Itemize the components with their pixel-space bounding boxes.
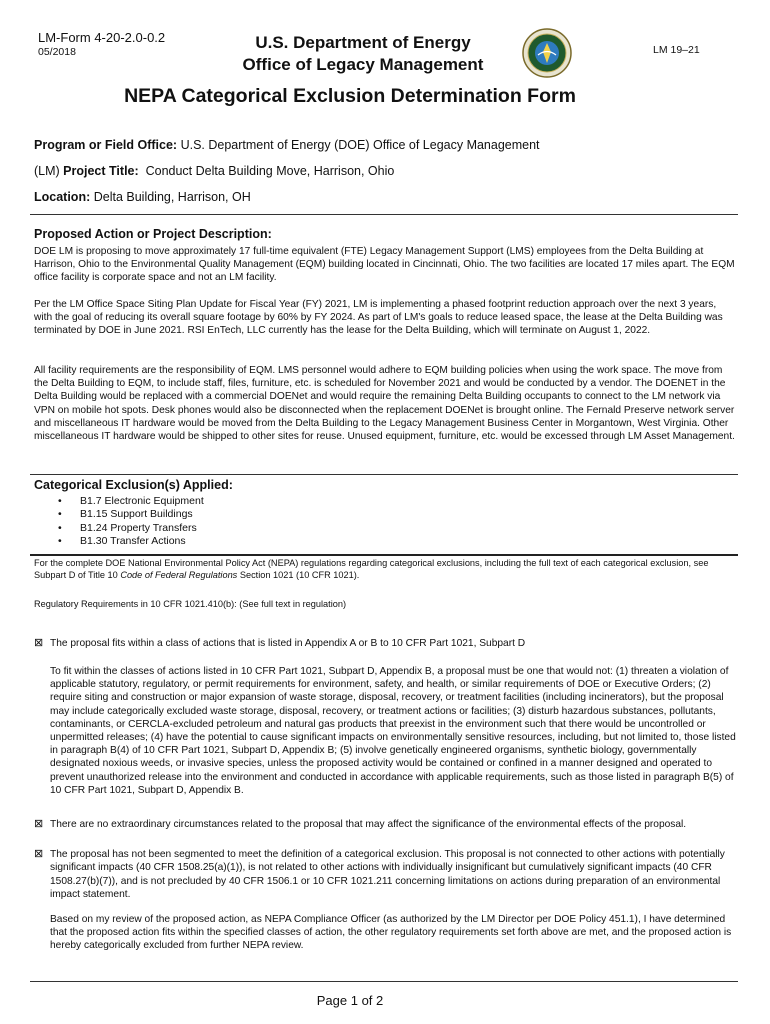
description-paragraph: DOE LM is proposing to move approximately 17 full-time equivalent (FTE) Legacy Management Support (LMS) employees from the Delta Building at Harrison, Ohio to the Environmental Quality Management (EQM) building located in Cincinnati, Ohio. The two facilities are located 17 miles apart. The EQM office facility is corporate space and not an LM facility.: [34, 246, 735, 284]
project-title-value: Conduct Delta Building Move, Harrison, Ohio: [138, 164, 395, 178]
project-title-field: [34, 164, 394, 178]
proposed-action-heading: Proposed Action or Project Description:: [34, 227, 272, 241]
requirement-text: There are no extraordinary circumstances related to the proposal that may affect the significance of the environmental effects of the proposal.: [50, 819, 687, 830]
form-date: 05/2018: [38, 46, 76, 58]
regulatory-heading: Regulatory Requirements in 10 CFR 1021.410(b): (See full text in regulation): [34, 599, 347, 609]
page-title: NEPA Categorical Exclusion Determination Form: [124, 85, 576, 107]
agency-line-2: Office of Legacy Management: [242, 55, 484, 74]
list-item: [58, 495, 204, 508]
requirement-text: The proposal has not been segmented to meet the definition of a categorical exclusion. This proposal is not connected to other actions with potentially significant impacts (40 CFR 1508.25(a)(1)), is not related to other actions with individually insignificant but cumulatively significant impacts (40 CFR 1508.27(b)(7)), and is not precluded by 40 CFR 1506.1 or 10 CFR 1021.211 concerning limitations on actions during preparation of an environmental impact statement.: [50, 849, 725, 901]
exclusion-label: B1.7 Electronic Equipment: [80, 495, 204, 507]
requirement-detail: To fit within the classes of actions listed in 10 CFR Part 1021, Subpart D, Appendix B, a proposal must be one that would not: (1) threaten a violation of applicable statutory, regulatory, or permit requirements for environment, safety, and health, or similar requirements of DOE or Executive Orders; (2) require siting and construction or major expansion of waste storage, disposal, recovery, or treatment facilities (including incinerators), but the proposal may include categorically excluded waste storage, disposal, recovery, or treatment actions or facilities; (3) disturb hazardous substances, pollutants, contaminants, or CERCLA-excluded petroleum and natural gas products that preexist in the environment such that there would be uncontrolled or unpermitted releases; (4) have the potential to cause significant impacts on environmentally sensitive resources, including, but not limited to, those listed in paragraph B(4) of 10 CFR Part 1021, Subpart D, Appendix B; (5) involve genetically engineered organisms, synthetic biology, governmentally designated noxious weeds, or invasive species, unless the proposed activity would be contained or confined in a manner designed and operated to prevent unauthorized release into the environment and conducted in accordance with applicable requirements, such as those listed in paragraph B(5) of 10 CFR Part 1021, Subpart D, Appendix B.: [50, 666, 736, 796]
location-label: Location:: [34, 190, 91, 204]
project-prefix: (LM): [34, 164, 64, 178]
checked-box-icon[interactable]: ⊠: [34, 637, 44, 649]
exclusions-list: [58, 495, 204, 549]
footnote-text-end: Section 1021 (10 CFR 1021).: [237, 570, 360, 580]
agency-line-1: U.S. Department of Energy: [255, 33, 471, 52]
exclusion-label: B1.24 Property Transfers: [80, 521, 197, 534]
checked-box-icon[interactable]: ⊠: [34, 848, 44, 860]
lm-number: LM 19–21: [653, 44, 700, 56]
agency-name: [213, 32, 513, 76]
requirement-text: The proposal fits within a class of actions that is listed in Appendix A or B to 10 CFR Part 1021, Subpart D: [50, 638, 526, 649]
project-title-label: Project Title:: [63, 164, 139, 178]
divider: [30, 214, 738, 215]
form-id: LM-Form 4-20-2.0-0.2: [38, 30, 166, 45]
list-item: [58, 535, 204, 548]
requirement-item: [34, 637, 738, 650]
checked-box-icon[interactable]: ⊠: [34, 818, 44, 830]
requirement-item: [34, 848, 738, 902]
bullet-icon: •: [58, 508, 62, 521]
bullet-icon: •: [58, 495, 62, 507]
exclusions-heading: Categorical Exclusion(s) Applied:: [34, 478, 233, 492]
page-number: Page 1 of 2: [316, 993, 384, 1008]
bullet-icon: •: [58, 521, 62, 534]
exclusion-label: B1.30 Transfer Actions: [80, 535, 186, 548]
program-value: U.S. Department of Energy (DOE) Office of Legacy Management: [177, 138, 540, 152]
exclusion-label: B1.15 Support Buildings: [80, 508, 193, 521]
determination-statement: Based on my review of the proposed action, as NEPA Compliance Officer (as authorized by the LM Director per DOE Policy 451.1), I have determined that the proposed action fits within the specified classes of action, the other regulatory requirements set forth above are met, and the proposed action is hereby categorically excluded from further NEPA review.: [50, 914, 732, 952]
requirement-item: [34, 818, 738, 831]
list-item: [58, 522, 204, 535]
program-label: Program or Field Office:: [34, 138, 178, 152]
exclusions-footnote: [34, 557, 734, 581]
program-field: [34, 138, 540, 152]
divider: [30, 981, 738, 982]
description-paragraph: Per the LM Office Space Siting Plan Update for Fiscal Year (FY) 2021, LM is implementing a phased footprint reduction approach over the next 3 years, with the goal of reducing its overall square footage by 60% by FY 2024. As part of LM's goals to reduce leased space, the lease at the Delta Building was terminated by DOE in June 2021. RSI EnTech, LLC currently has the lease for the Delta Building, which will terminate on August 1, 2022.: [34, 299, 723, 337]
description-paragraph: All facility requirements are the responsibility of EQM. LMS personnel would adhere to EQM building policies when using the work space. The move from the Delta Building to EQM, to include staff, files, furniture, etc. is scheduled for November 2021 and would be conducted by a vendor. The DOENET in the Delta Building would be replaced with a commercial DOENet and would require the remaining Delta Building occupants to connect to the LM network via VPN on mobile hot spots. Desk phones would also be disconnected when the replacement DOENet is brought online. The Fernald Preserve network server and miscellaneous IT hardware would be moved from the Delta Building to the Legacy Management Business Center in Morgantown, West Virginia. Other miscellaneous IT hardware would be shipped to other sites for reuse. Unused equipment, furniture, etc. would be excessed through LM Asset Management.: [34, 365, 735, 443]
bullet-icon: •: [58, 535, 62, 548]
location-field: [34, 190, 251, 204]
divider: [30, 554, 738, 556]
location-value: Delta Building, Harrison, OH: [90, 190, 251, 204]
doe-seal-icon: [522, 28, 572, 78]
footnote-citation: Code of Federal Regulations: [120, 570, 238, 580]
divider: [30, 474, 738, 475]
list-item: [58, 508, 204, 521]
footnote-text: For the complete DOE National Environmental Policy Act (NEPA) regulations regarding categorical exclusions, including the full text of each categorical exclusion, see Subpart D of Title 10: [34, 558, 709, 580]
